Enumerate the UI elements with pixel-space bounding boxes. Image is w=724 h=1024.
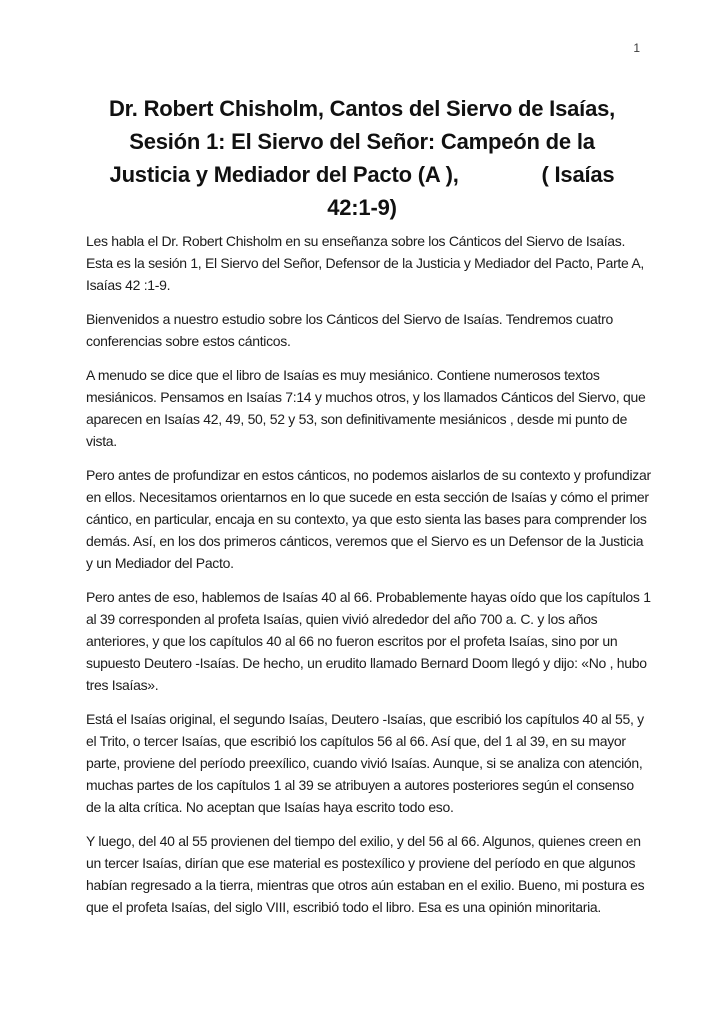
page-number: 1 bbox=[633, 41, 640, 55]
paragraph-welcome: Bienvenidos a nuestro estudio sobre los Cánticos del Siervo de Isaías. Tendremos cuatro conferencias sobre estos cánticos. bbox=[86, 311, 613, 349]
document-body bbox=[86, 230, 652, 918]
paragraph-messianic: A menudo se dice que el libro de Isaías es muy mesiánico. Contiene numerosos textos mesiánicos. Pensamos en Isaías 7:14 y muchos otros, y los llamados Cánticos del Siervo, que aparecen en Isaías 42, 49, 50, 52 y 53, son definitivamente mesiánicos , desde mi punto de vista. bbox=[86, 367, 646, 449]
paragraph-intro: Les habla el Dr. Robert Chisholm en su enseñanza sobre los Cánticos del Siervo de Isaías. Esta es la sesión 1, El Siervo del Señor, Defensor de la Justicia y Mediador del Pacto, Parte A, Isaías 42 :1-9. bbox=[86, 233, 644, 293]
paragraph-exile-position: Y luego, del 40 al 55 provienen del tiempo del exilio, y del 56 al 66. Algunos, quienes creen en un tercer Isaías, dirían que ese material es postexílico y proviene del período en que algunos habían regresado a la tierra, mientras que otros aún estaban en el exilio. Bueno, mi postura es que el profeta Isaías, del siglo VIII, escribió todo el libro. Esa es una opinión minoritaria. bbox=[86, 833, 645, 915]
paragraph-context: Pero antes de profundizar en estos cánticos, no podemos aislarlos de su contexto y profundizar en ellos. Necesitamos orientarnos en lo que sucede en esta sección de Isaías y cómo el primer cántico, en particular, encaja en su contexto, ya que esto sienta las bases para comprender los demás. Así, en los dos primeros cánticos, veremos que el Siervo es un Defensor de la Justicia y un Mediador del Pacto. bbox=[86, 467, 651, 571]
title-line-1: Dr. Robert Chisholm, Cantos del Siervo de Isaías, bbox=[108, 96, 616, 121]
paragraph-three-isaiahs: Está el Isaías original, el segundo Isaías, Deutero -Isaías, que escribió los capítulos 40 al 55, y el Trito, o tercer Isaías, que escribió los capítulos 56 al 66. Así que, del 1 al 39, en su mayor parte, proviene del período preexílico, cuando vivió Isaías. Aunque, si se analiza con atención, muchas partes de los capítulos 1 al 39 se atribuyen a autores posteriores según el consenso de la alta crítica. No aceptan que Isaías haya escrito todo eso. bbox=[86, 711, 644, 815]
title-line-3: Justicia y Mediador del Pacto (A ), ( Isaías bbox=[109, 162, 615, 187]
title-line-4: 42:1-9) bbox=[327, 195, 397, 220]
paragraph-isaiah-40-66: Pero antes de eso, hablemos de Isaías 40 al 66. Probablemente hayas oído que los capítulos 1 al 39 corresponden al profeta Isaías, quien vivió alrededor del año 700 a. C. y los años anteriores, y que los capítulos 40 al 66 no fueron escritos por el profeta Isaías, sino por un supuesto Deutero -Isaías. De hecho, un erudito llamado Bernard Doom llegó y dijo: «No , hubo tres Isaías». bbox=[86, 589, 651, 693]
title-line-2: Sesión 1: El Siervo del Señor: Campeón de la bbox=[129, 129, 595, 154]
document-title bbox=[44, 0, 680, 224]
